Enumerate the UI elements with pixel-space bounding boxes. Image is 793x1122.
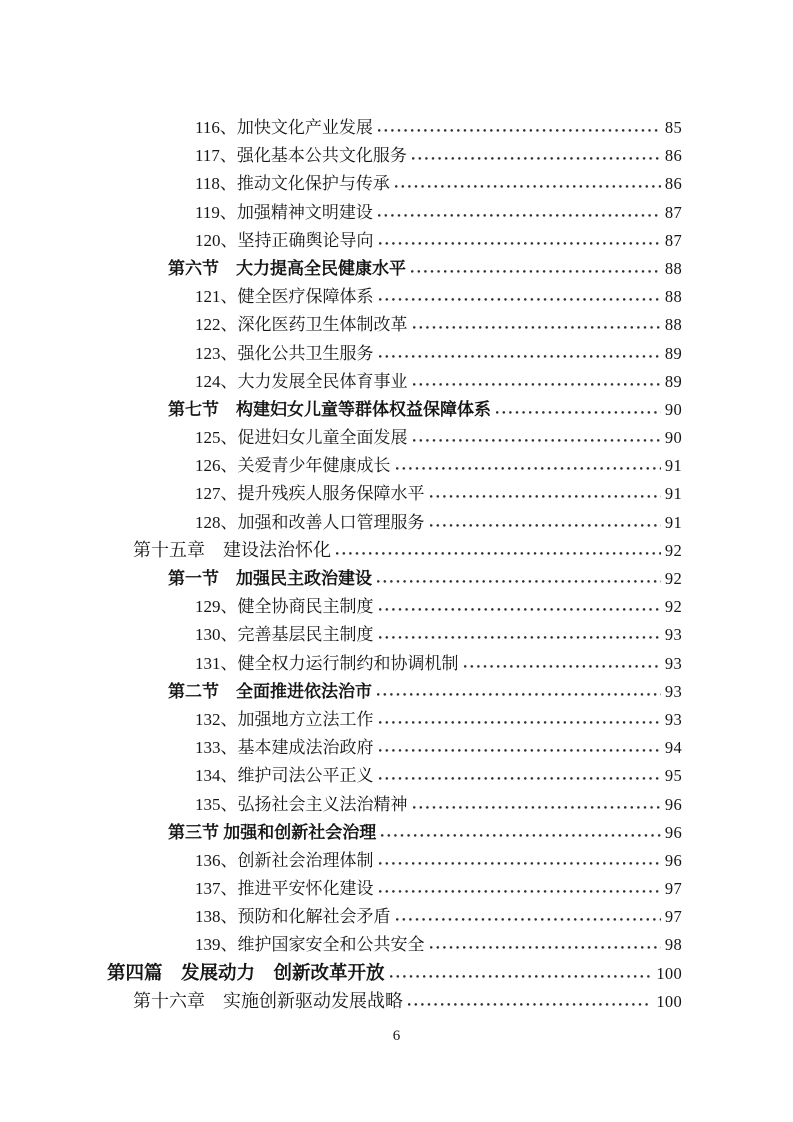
toc-entry-title: 130、完善基层民主制度 xyxy=(195,625,374,645)
toc-entry xyxy=(0,790,793,818)
toc-entry-title: 124、大力发展全民体育事业 xyxy=(195,371,408,391)
dot-leader xyxy=(379,890,661,893)
toc-entry xyxy=(0,423,793,451)
toc-entry-page-number: 88 xyxy=(664,315,682,335)
toc-entry-title: 132、加强地方立法工作 xyxy=(195,709,374,729)
dot-leader xyxy=(379,355,661,358)
toc-entry-title: 125、促进妇女儿童全面发展 xyxy=(195,428,408,448)
toc-entry-title: 139、维护国家安全和公共安全 xyxy=(195,935,425,955)
toc-entry-title: 135、弘扬社会主义法治精神 xyxy=(195,794,408,814)
toc-entry-page-number: 100 xyxy=(656,963,682,983)
toc-entry-page-number: 93 xyxy=(664,653,682,673)
dot-leader xyxy=(379,749,661,752)
toc-entry xyxy=(0,169,793,197)
toc-entry-title: 第三节 加强和创新社会治理 xyxy=(168,822,377,842)
toc-entry xyxy=(0,818,793,846)
toc-entry-page-number: 86 xyxy=(664,146,682,166)
toc-entry xyxy=(0,677,793,705)
toc-entry xyxy=(0,987,793,1015)
toc-entry-title: 第四篇 发展动力 创新改革开放 xyxy=(107,963,385,984)
toc-entry xyxy=(0,874,793,902)
toc-entry xyxy=(0,733,793,761)
toc-entry xyxy=(0,310,793,338)
toc-entry-title: 119、加强精神文明建设 xyxy=(195,202,373,222)
toc-entry-page-number: 93 xyxy=(664,681,682,701)
footer-page-number: 6 xyxy=(392,1028,401,1044)
toc-entry xyxy=(0,367,793,395)
dot-leader xyxy=(412,157,661,160)
toc-entry xyxy=(0,226,793,254)
dot-leader xyxy=(377,580,661,583)
toc-entry-page-number: 92 xyxy=(664,540,682,560)
dot-leader xyxy=(430,946,661,949)
toc-entry-title: 126、关爱青少年健康成长 xyxy=(195,456,391,476)
toc-entry-title: 第一节 加强民主政治建设 xyxy=(168,569,372,588)
toc-entry-page-number: 97 xyxy=(664,907,682,927)
toc-entry-title: 136、创新社会治理体制 xyxy=(195,850,374,870)
toc-entry-title: 129、健全协商民主制度 xyxy=(195,597,374,617)
dot-leader xyxy=(336,552,661,555)
toc-entry xyxy=(0,846,793,874)
toc-entry-title: 120、坚持正确舆论导向 xyxy=(195,230,374,250)
dot-leader xyxy=(377,693,661,696)
dot-leader xyxy=(379,777,661,780)
dot-leader xyxy=(379,608,661,611)
toc-entry-title: 第六节 大力提高全民健康水平 xyxy=(168,258,406,278)
toc-entry-page-number: 92 xyxy=(664,597,682,617)
toc-entry-page-number: 87 xyxy=(664,230,682,250)
dot-leader xyxy=(379,636,661,639)
table-of-contents xyxy=(0,113,793,1015)
toc-entry-title: 122、深化医药卫生体制改革 xyxy=(195,315,408,335)
toc-entry-title: 第七节 构建妇女儿童等群体权益保障体系 xyxy=(168,399,491,419)
dot-leader xyxy=(379,721,661,724)
toc-entry-page-number: 88 xyxy=(664,258,682,278)
toc-entry xyxy=(0,451,793,479)
toc-entry-title: 第二节 全面推进依法治市 xyxy=(168,681,372,701)
dot-leader xyxy=(396,467,661,470)
toc-entry-title: 128、加强和改善人口管理服务 xyxy=(195,512,425,532)
toc-entry xyxy=(0,508,793,536)
dot-leader xyxy=(496,411,661,414)
toc-entry xyxy=(0,930,793,958)
toc-entry-title: 123、强化公共卫生服务 xyxy=(195,343,374,363)
toc-entry-page-number: 91 xyxy=(664,484,682,504)
dot-leader xyxy=(413,806,661,809)
toc-entry-title: 第十五章 建设法治怀化 xyxy=(133,539,331,560)
dot-leader xyxy=(395,185,661,188)
toc-entry-title: 第十六章 实施创新驱动发展战略 xyxy=(133,990,403,1011)
toc-entry-title: 134、维护司法公平正义 xyxy=(195,766,374,786)
toc-entry-page-number: 92 xyxy=(664,569,682,588)
dot-leader xyxy=(381,834,661,837)
dot-leader xyxy=(378,214,661,217)
toc-entry-title: 116、加快文化产业发展 xyxy=(195,118,373,137)
toc-entry-page-number: 91 xyxy=(664,456,682,476)
toc-entry-title: 138、预防和化解社会矛盾 xyxy=(195,907,391,927)
toc-entry xyxy=(0,761,793,789)
toc-entry xyxy=(0,113,793,141)
toc-entry-title: 118、推动文化保护与传承 xyxy=(195,174,390,194)
toc-entry xyxy=(0,282,793,310)
toc-entry-page-number: 95 xyxy=(664,766,682,786)
toc-entry-page-number: 88 xyxy=(664,287,682,307)
toc-entry-page-number: 89 xyxy=(664,343,682,363)
dot-leader xyxy=(430,495,661,498)
toc-entry xyxy=(0,620,793,648)
toc-entry xyxy=(0,254,793,282)
toc-entry xyxy=(0,339,793,367)
toc-entry-page-number: 98 xyxy=(664,935,682,955)
toc-entry xyxy=(0,198,793,226)
dot-leader xyxy=(408,1003,652,1006)
toc-entry-page-number: 86 xyxy=(664,174,682,194)
dot-leader xyxy=(390,975,653,978)
dot-leader xyxy=(396,918,661,921)
dot-leader xyxy=(411,270,661,273)
dot-leader xyxy=(378,129,661,132)
toc-entry xyxy=(0,479,793,507)
toc-entry-page-number: 96 xyxy=(664,794,682,814)
toc-entry-page-number: 93 xyxy=(664,625,682,645)
toc-entry-title: 117、强化基本公共文化服务 xyxy=(195,146,407,166)
toc-entry-page-number: 96 xyxy=(664,822,682,842)
dot-leader xyxy=(464,665,661,668)
toc-entry-page-number: 90 xyxy=(664,428,682,448)
dot-leader xyxy=(430,524,661,527)
toc-entry-page-number: 100 xyxy=(656,991,682,1011)
dot-leader xyxy=(379,298,661,301)
toc-entry-page-number: 91 xyxy=(664,512,682,532)
toc-entry xyxy=(0,592,793,620)
toc-entry-page-number: 96 xyxy=(664,850,682,870)
toc-entry xyxy=(0,902,793,930)
toc-entry xyxy=(0,141,793,169)
dot-leader xyxy=(413,439,661,442)
toc-entry xyxy=(0,564,793,592)
dot-leader xyxy=(413,383,661,386)
toc-entry xyxy=(0,649,793,677)
dot-leader xyxy=(379,242,661,245)
toc-entry-title: 137、推进平安怀化建设 xyxy=(195,879,374,899)
toc-entry-page-number: 85 xyxy=(664,118,682,137)
toc-entry-page-number: 89 xyxy=(664,371,682,391)
toc-entry-page-number: 90 xyxy=(664,399,682,419)
toc-entry-title: 127、提升残疾人服务保障水平 xyxy=(195,484,425,504)
toc-entry-page-number: 97 xyxy=(664,879,682,899)
dot-leader xyxy=(413,326,661,329)
toc-entry-title: 131、健全权力运行制约和协调机制 xyxy=(195,653,459,673)
toc-entry-page-number: 94 xyxy=(664,738,682,758)
dot-leader xyxy=(379,862,661,865)
toc-entry-title: 121、健全医疗保障体系 xyxy=(195,287,374,307)
toc-entry xyxy=(0,705,793,733)
toc-entry xyxy=(0,536,793,564)
toc-entry xyxy=(0,395,793,423)
toc-entry xyxy=(0,959,793,987)
toc-entry-page-number: 93 xyxy=(664,709,682,729)
toc-entry-title: 133、基本建成法治政府 xyxy=(195,738,374,758)
toc-entry-page-number: 87 xyxy=(664,202,682,222)
